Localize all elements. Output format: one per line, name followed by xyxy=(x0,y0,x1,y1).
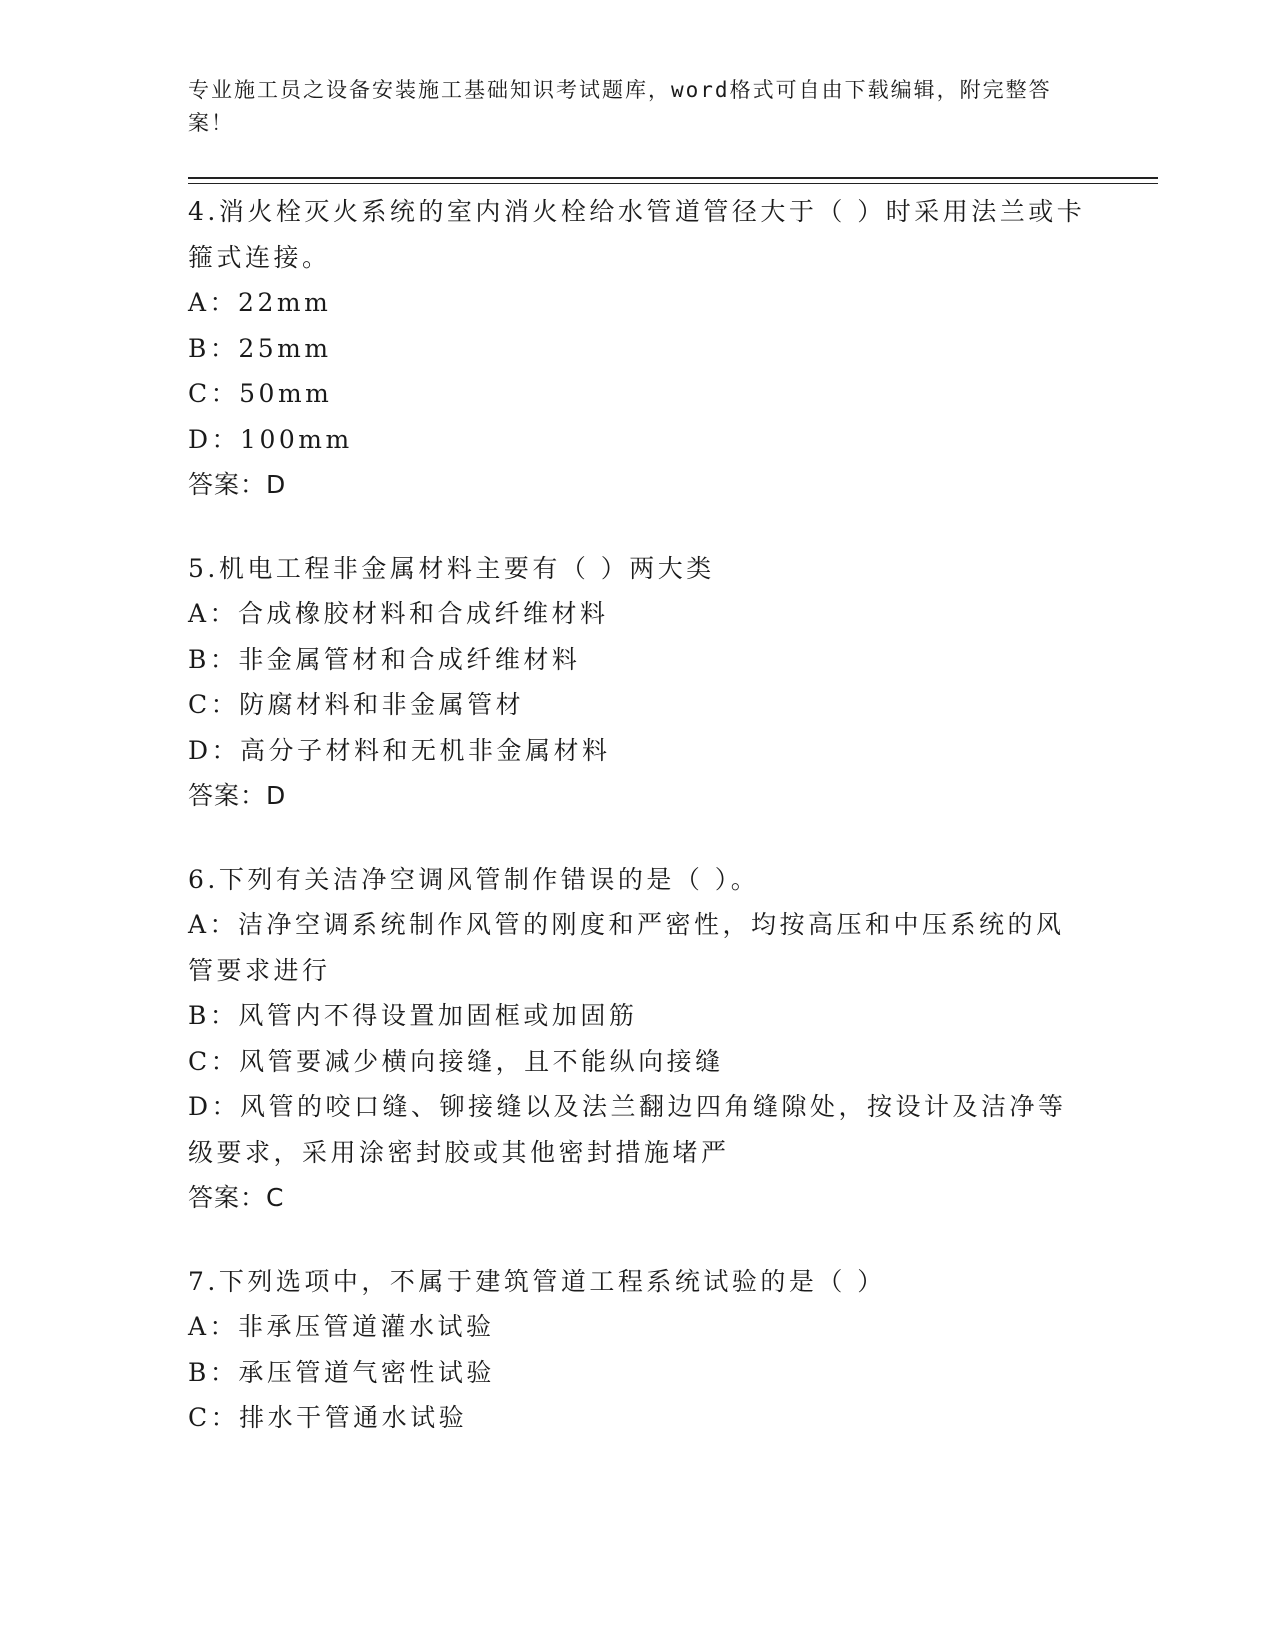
question-stem: 4.消火栓灭火系统的室内消火栓给水管道管径大于（ ）时采用法兰或卡箍式连接。 xyxy=(188,197,1086,272)
option-c: C：50mm xyxy=(188,379,333,408)
document-header: 专业施工员之设备安装施工基础知识考试题库，word格式可自由下载编辑，附完整答案！ xyxy=(188,78,1052,135)
option-d: D：100mm xyxy=(188,424,353,454)
option-b: B：非金属管材和合成纤维材料 xyxy=(188,644,581,674)
question-list xyxy=(188,189,1088,1479)
option-a: A：合成橡胶材料和合成纤维材料 xyxy=(188,599,609,628)
option-a: A：非承压管道灌水试验 xyxy=(188,1312,495,1341)
question-5 xyxy=(188,546,1088,819)
option-c: C：风管要减少横向接缝，且不能纵向接缝 xyxy=(188,1046,724,1076)
answer-line: 答案：D xyxy=(188,470,287,499)
option-b: B：25mm xyxy=(188,333,332,363)
option-a: A：洁净空调系统制作风管的刚度和严密性，均按高压和中压系统的风管要求进行 xyxy=(188,910,1065,985)
header-divider-thin xyxy=(188,183,1158,184)
answer-line: 答案：D xyxy=(188,781,287,810)
option-c: C：排水干管通水试验 xyxy=(188,1403,468,1432)
option-c: C：防腐材料和非金属管材 xyxy=(188,690,525,719)
option-d: D：高分子材料和无机非金属材料 xyxy=(188,735,611,765)
option-a: A：22mm xyxy=(188,288,332,317)
question-7 xyxy=(188,1259,1088,1441)
option-b: B：承压管道气密性试验 xyxy=(188,1357,495,1387)
question-stem: 6.下列有关洁净空调风管制作错误的是（ ）。 xyxy=(188,864,760,894)
option-d: D：风管的咬口缝、铆接缝以及法兰翻边四角缝隙处，按设计及洁净等级要求，采用涂密封胶或其他密封措施堵严 xyxy=(188,1092,1067,1167)
header-divider-thick xyxy=(188,177,1158,179)
answer-line: 答案：C xyxy=(188,1183,285,1212)
option-b: B：风管内不得设置加固框或加固筋 xyxy=(188,1001,638,1030)
question-stem: 5.机电工程非金属材料主要有（ ）两大类 xyxy=(188,553,715,583)
question-6 xyxy=(188,857,1088,1221)
question-4 xyxy=(188,189,1088,508)
question-stem: 7.下列选项中，不属于建筑管道工程系统试验的是（ ） xyxy=(188,1266,886,1296)
